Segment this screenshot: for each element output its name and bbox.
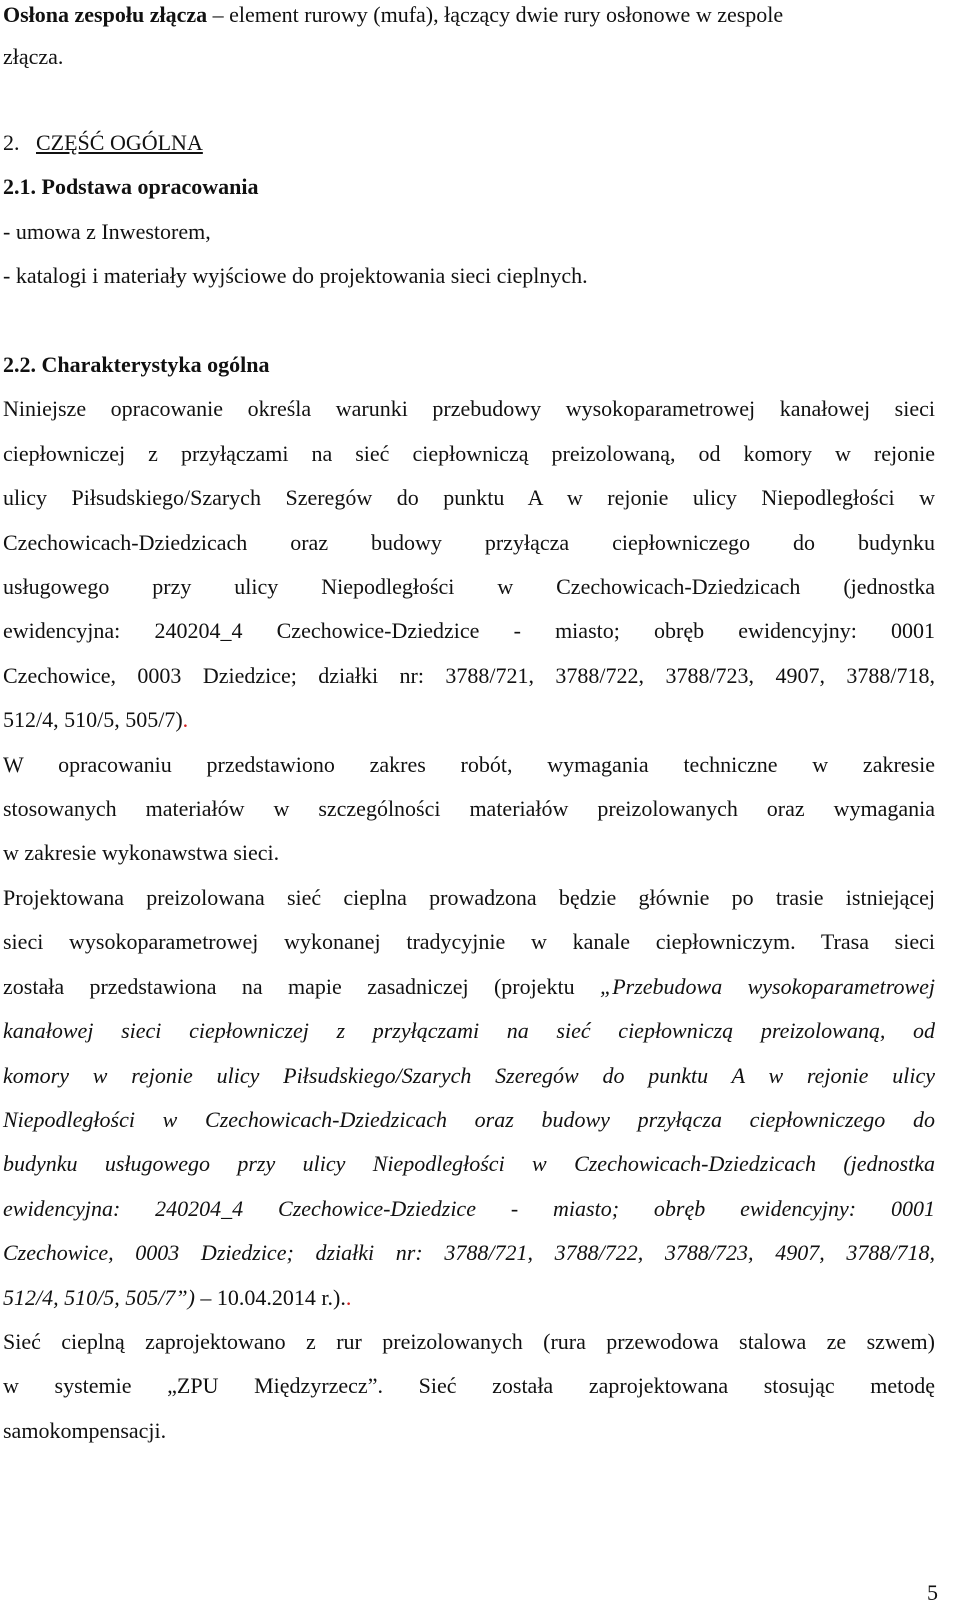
list-item: - katalogi i materiały wyjściowe do projektowania sieci cieplnych. bbox=[3, 263, 588, 288]
paragraph-3-line: sieci wysokoparametrowej wykonanej tradycyjnie w kanale ciepłowniczym. Trasa sieci bbox=[3, 929, 935, 954]
paragraph-3-italic-line: Niepodległości w Czechowicach-Dziedzicach oraz budowy przyłącza ciepłowniczego do bbox=[3, 1107, 935, 1132]
section-2-2-heading: 2.2. Charakterystyka ogólna bbox=[3, 352, 270, 377]
page-number: 5 bbox=[927, 1580, 938, 1605]
section-2-1-heading: 2.1. Podstawa opracowania bbox=[3, 174, 259, 199]
list-item: - umowa z Inwestorem, bbox=[3, 219, 211, 244]
paragraph-3-italic-line: Czechowice, 0003 Dziedzice; działki nr: 3788/721, 3788/722, 3788/723, 4907, 3788/718, bbox=[3, 1240, 935, 1265]
red-period: . bbox=[345, 1285, 352, 1310]
section-2-heading bbox=[3, 128, 203, 158]
red-period: . bbox=[182, 707, 189, 732]
paragraph-1-line: ciepłowniczej z przyłączami na sieć ciepłowniczą preizolowaną, od komory w rejonie bbox=[3, 441, 935, 466]
paragraph-3-italic-line: komory w rejonie ulicy Piłsudskiego/Szarych Szeregów do punktu A w rejonie ulicy bbox=[3, 1063, 935, 1088]
project-title-start: „Przebudowa wysokoparametrowej bbox=[599, 974, 935, 999]
paragraph-3-line: została przedstawiona na mapie zasadniczej (projektu „Przebudowa wysokoparametrowej bbox=[3, 974, 935, 999]
paragraph-3-line: Projektowana preizolowana sieć cieplna prowadzona będzie głównie po trasie istniejącej bbox=[3, 885, 935, 910]
paragraph-3-italic-line: budynku usługowego przy ulicy Niepodległości w Czechowicach-Dziedzicach (jednostka bbox=[3, 1151, 935, 1176]
paragraph-3-last-line: 512/4, 510/5, 505/7”) – 10.04.2014 r.).. bbox=[3, 1285, 352, 1310]
paragraph-1-line: Niniejsze opracowanie określa warunki przebudowy wysokoparametrowej kanałowej sieci bbox=[3, 396, 935, 421]
paragraph-4-line: w systemie „ZPU Międzyrzecz”. Sieć została zaprojektowana stosując metodę bbox=[3, 1373, 935, 1398]
paragraph-3-italic-line: ewidencyjna: 240204_4 Czechowice-Dziedzice - miasto; obręb ewidencyjny: 0001 bbox=[3, 1196, 935, 1221]
paragraph-1-line: Czechowice, 0003 Dziedzice; działki nr: 3788/721, 3788/722, 3788/723, 4907, 3788/718, bbox=[3, 663, 935, 688]
paragraph-2-line: stosowanych materiałów w szczególności materiałów preizolowanych oraz wymagania bbox=[3, 796, 935, 821]
definition-term: Osłona zespołu złącza bbox=[3, 2, 208, 27]
definition-line-2: złącza. bbox=[3, 44, 64, 69]
section-2-title: CZĘŚĆ OGÓLNA bbox=[36, 130, 203, 155]
paragraph-4-last-line: samokompensacji. bbox=[3, 1418, 167, 1443]
paragraph-1-line: usługowego przy ulicy Niepodległości w Czechowicach-Dziedzicach (jednostka bbox=[3, 574, 935, 599]
paragraph-1-line: ulicy Piłsudskiego/Szarych Szeregów do punktu A w rejonie ulicy Niepodległości w bbox=[3, 485, 935, 510]
definition-line-1 bbox=[3, 0, 783, 30]
paragraph-1-line: ewidencyjna: 240204_4 Czechowice-Dziedzice - miasto; obręb ewidencyjny: 0001 bbox=[3, 618, 935, 643]
definition-text: – element rurowy (mufa), łączący dwie rury osłonowe w zespole bbox=[207, 2, 784, 27]
paragraph-2-last-line: w zakresie wykonawstwa sieci. bbox=[3, 840, 280, 865]
paragraph-3-italic-line: kanałowej sieci ciepłowniczej z przyłączami na sieć ciepłowniczą preizolowaną, od bbox=[3, 1018, 935, 1043]
paragraph-1-last-line: 512/4, 510/5, 505/7). bbox=[3, 707, 189, 732]
paragraph-2-line: W opracowaniu przedstawiono zakres robót, wymagania techniczne w zakresie bbox=[3, 752, 935, 777]
paragraph-4-line: Sieć cieplną zaprojektowano z rur preizolowanych (rura przewodowa stalowa ze szwem) bbox=[3, 1329, 935, 1354]
paragraph-1-line: Czechowicach-Dziedzicach oraz budowy przyłącza ciepłowniczego do budynku bbox=[3, 530, 935, 555]
section-2-number: 2. bbox=[3, 130, 20, 155]
